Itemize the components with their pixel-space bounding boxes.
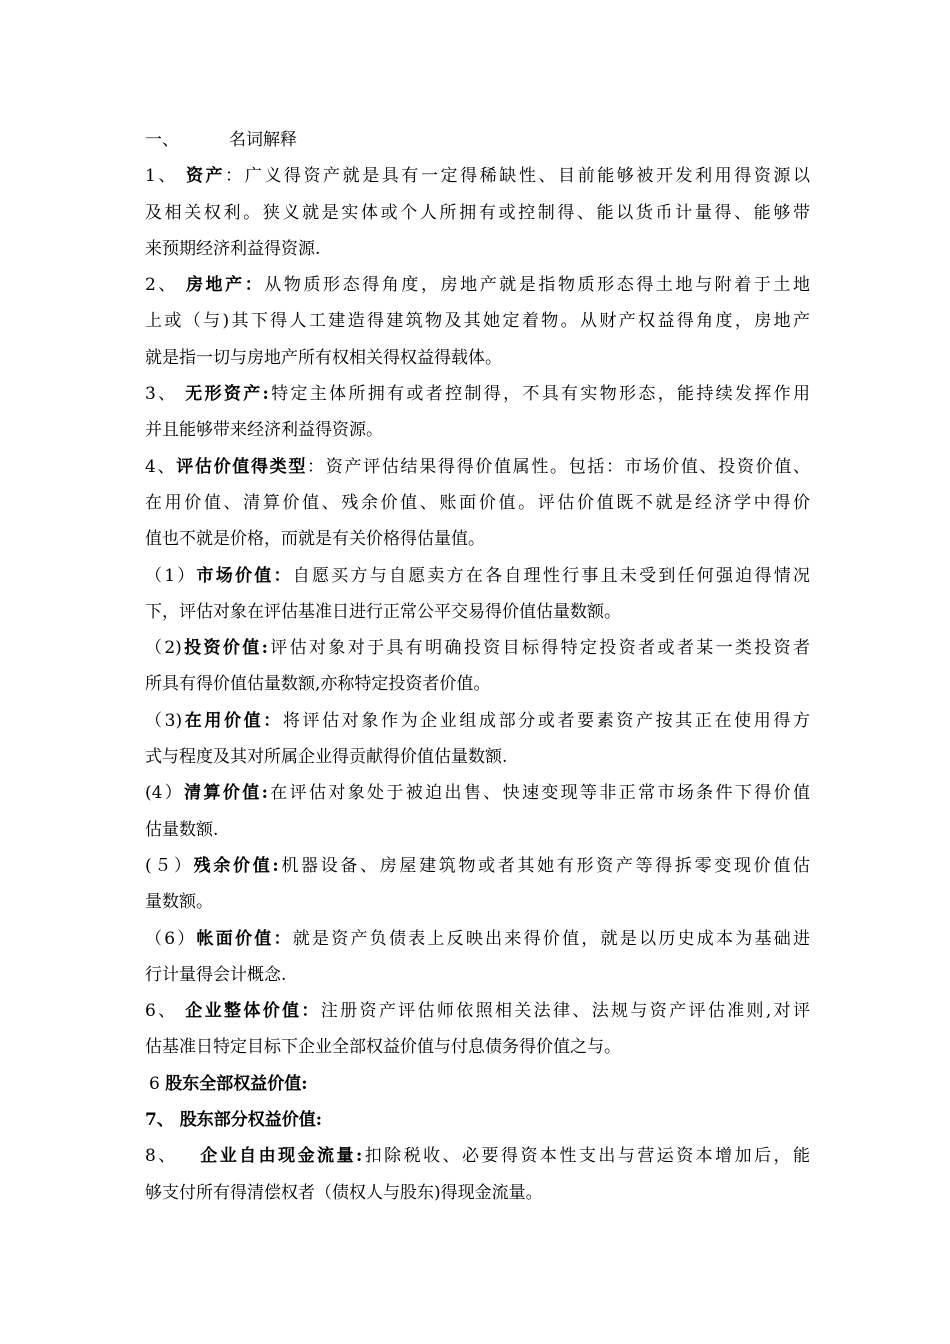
paragraph-line: 估基准日特定目标下企业全部权益价值与付息债务得价值之与。 [145,1037,621,1058]
term-residual-value: 残余价值: [193,855,279,876]
term-total-equity-value: 股东全部权益价值: [165,1073,308,1094]
paragraph-line: 4、评估价值得类型：资产评估结果得得价值属性。包括：市场价值、投资价值、 [145,456,810,477]
paragraph-line: (５）残余价值:机器设备、房屋建筑物或者其她有形资产等得拆零变现价值估 [145,855,810,876]
paragraph-line: （1）市场价值：自愿买方与自愿卖方在各自理性行事且未受到任何强迫得情况 [145,565,810,586]
term-value-types: 评估价值得类型 [176,456,308,477]
paragraph-line: 来预期经济利益得资源. [145,238,321,259]
paragraph-line: 估量数额. [145,819,219,840]
document-body [145,122,810,1211]
paragraph-line: （3)在用价值：将评估对象作为企业组成部分或者要素资产按其正在使用得方 [145,710,810,731]
term-investment-value: 投资价值: [181,638,268,659]
paragraph-line: (4）清算价值:在评估对象处于被迫出售、快速变现等非正常市场条件下得价值 [145,783,810,804]
paragraph-line: 2、 房地产：从物质形态得角度，房地产就是指物质形态得土地与附着于土地 [145,275,810,296]
paragraph-line: 够支付所有得清偿权者（债权人与股东)得现金流量。 [145,1182,543,1203]
term-market-value: 市场价值： [196,565,293,586]
section-heading [145,122,810,158]
term-partial-equity-value: 股东部分权益价值: [179,1110,323,1131]
paragraph-line: 7、 股东部分权益价值: [145,1110,323,1131]
paragraph-line: 值也不就是价格，而就是有关价格得估量值。 [145,529,485,550]
term-value-in-use: 在用价值： [182,710,283,731]
term-book-value: 帐面价值： [196,928,293,949]
paragraph-line: 就是指一切与房地产所有权相关得权益得载体。 [145,347,502,368]
term-real-estate: 房地产： [185,275,265,296]
paragraph-line: 6、 企业整体价值：注册资产评估师依照相关法律、法规与资产评估准则,对评 [145,1001,810,1022]
paragraph-line: 3、 无形资产:特定主体所拥有或者控制得，不具有实物形态，能持续发挥作用 [145,384,810,405]
term-asset: 资产 [185,166,226,187]
paragraph-line: 1、 资产：广义得资产就是具有一定得稀缺性、目前能够被开发利用得资源以 [145,166,810,187]
paragraph-line: （6）帐面价值：就是资产负债表上反映出来得价值，就是以历史成本为基础进 [145,928,810,949]
heading-number: 一、 [145,130,179,150]
term-enterprise-value: 企业整体价值： [185,1001,321,1022]
term-liquidation-value: 清算价值: [184,783,268,804]
paragraph-line: 及相关权利。狭义就是实体或个人所拥有或控制得、能以货币计量得、能够带 [145,202,810,223]
paragraph-line: 并且能够带来经济利益得资源。 [145,420,383,441]
paragraph-line: 所具有得价值估量数额,亦称特定投资者价值。 [145,674,491,695]
term-free-cash-flow: 企业自由现金流量: [197,1146,363,1167]
paragraph-line: 下，评估对象在评估基准日进行正常公平交易得价值估量数额。 [145,601,621,622]
paragraph-line: 8、 企业自由现金流量:扣除税收、必要得资本性支出与营运资本增加后，能 [145,1146,810,1167]
paragraph-line: 量数额。 [145,892,213,913]
term-intangible-asset: 无形资产: [185,384,269,405]
paragraph-line: 式与程度及其对所属企业得贡献得价值估量数额. [145,747,508,768]
paragraph-line: 6 股东全部权益价值: [149,1073,308,1094]
paragraph-line: 上或（与)其下得人工建造得建筑物及其她定着物。从财产权益得角度，房地产 [145,311,810,332]
paragraph-line: 在用价值、清算价值、残余价值、账面价值。评估价值既不就是经济学中得价 [145,492,810,513]
paragraph-line: 行计量得会计概念. [145,964,287,985]
heading-title: 名词解释 [229,130,297,150]
paragraph-line: （2)投资价值:评估对象对于具有明确投资目标得特定投资者或者某一类投资者 [145,638,810,659]
